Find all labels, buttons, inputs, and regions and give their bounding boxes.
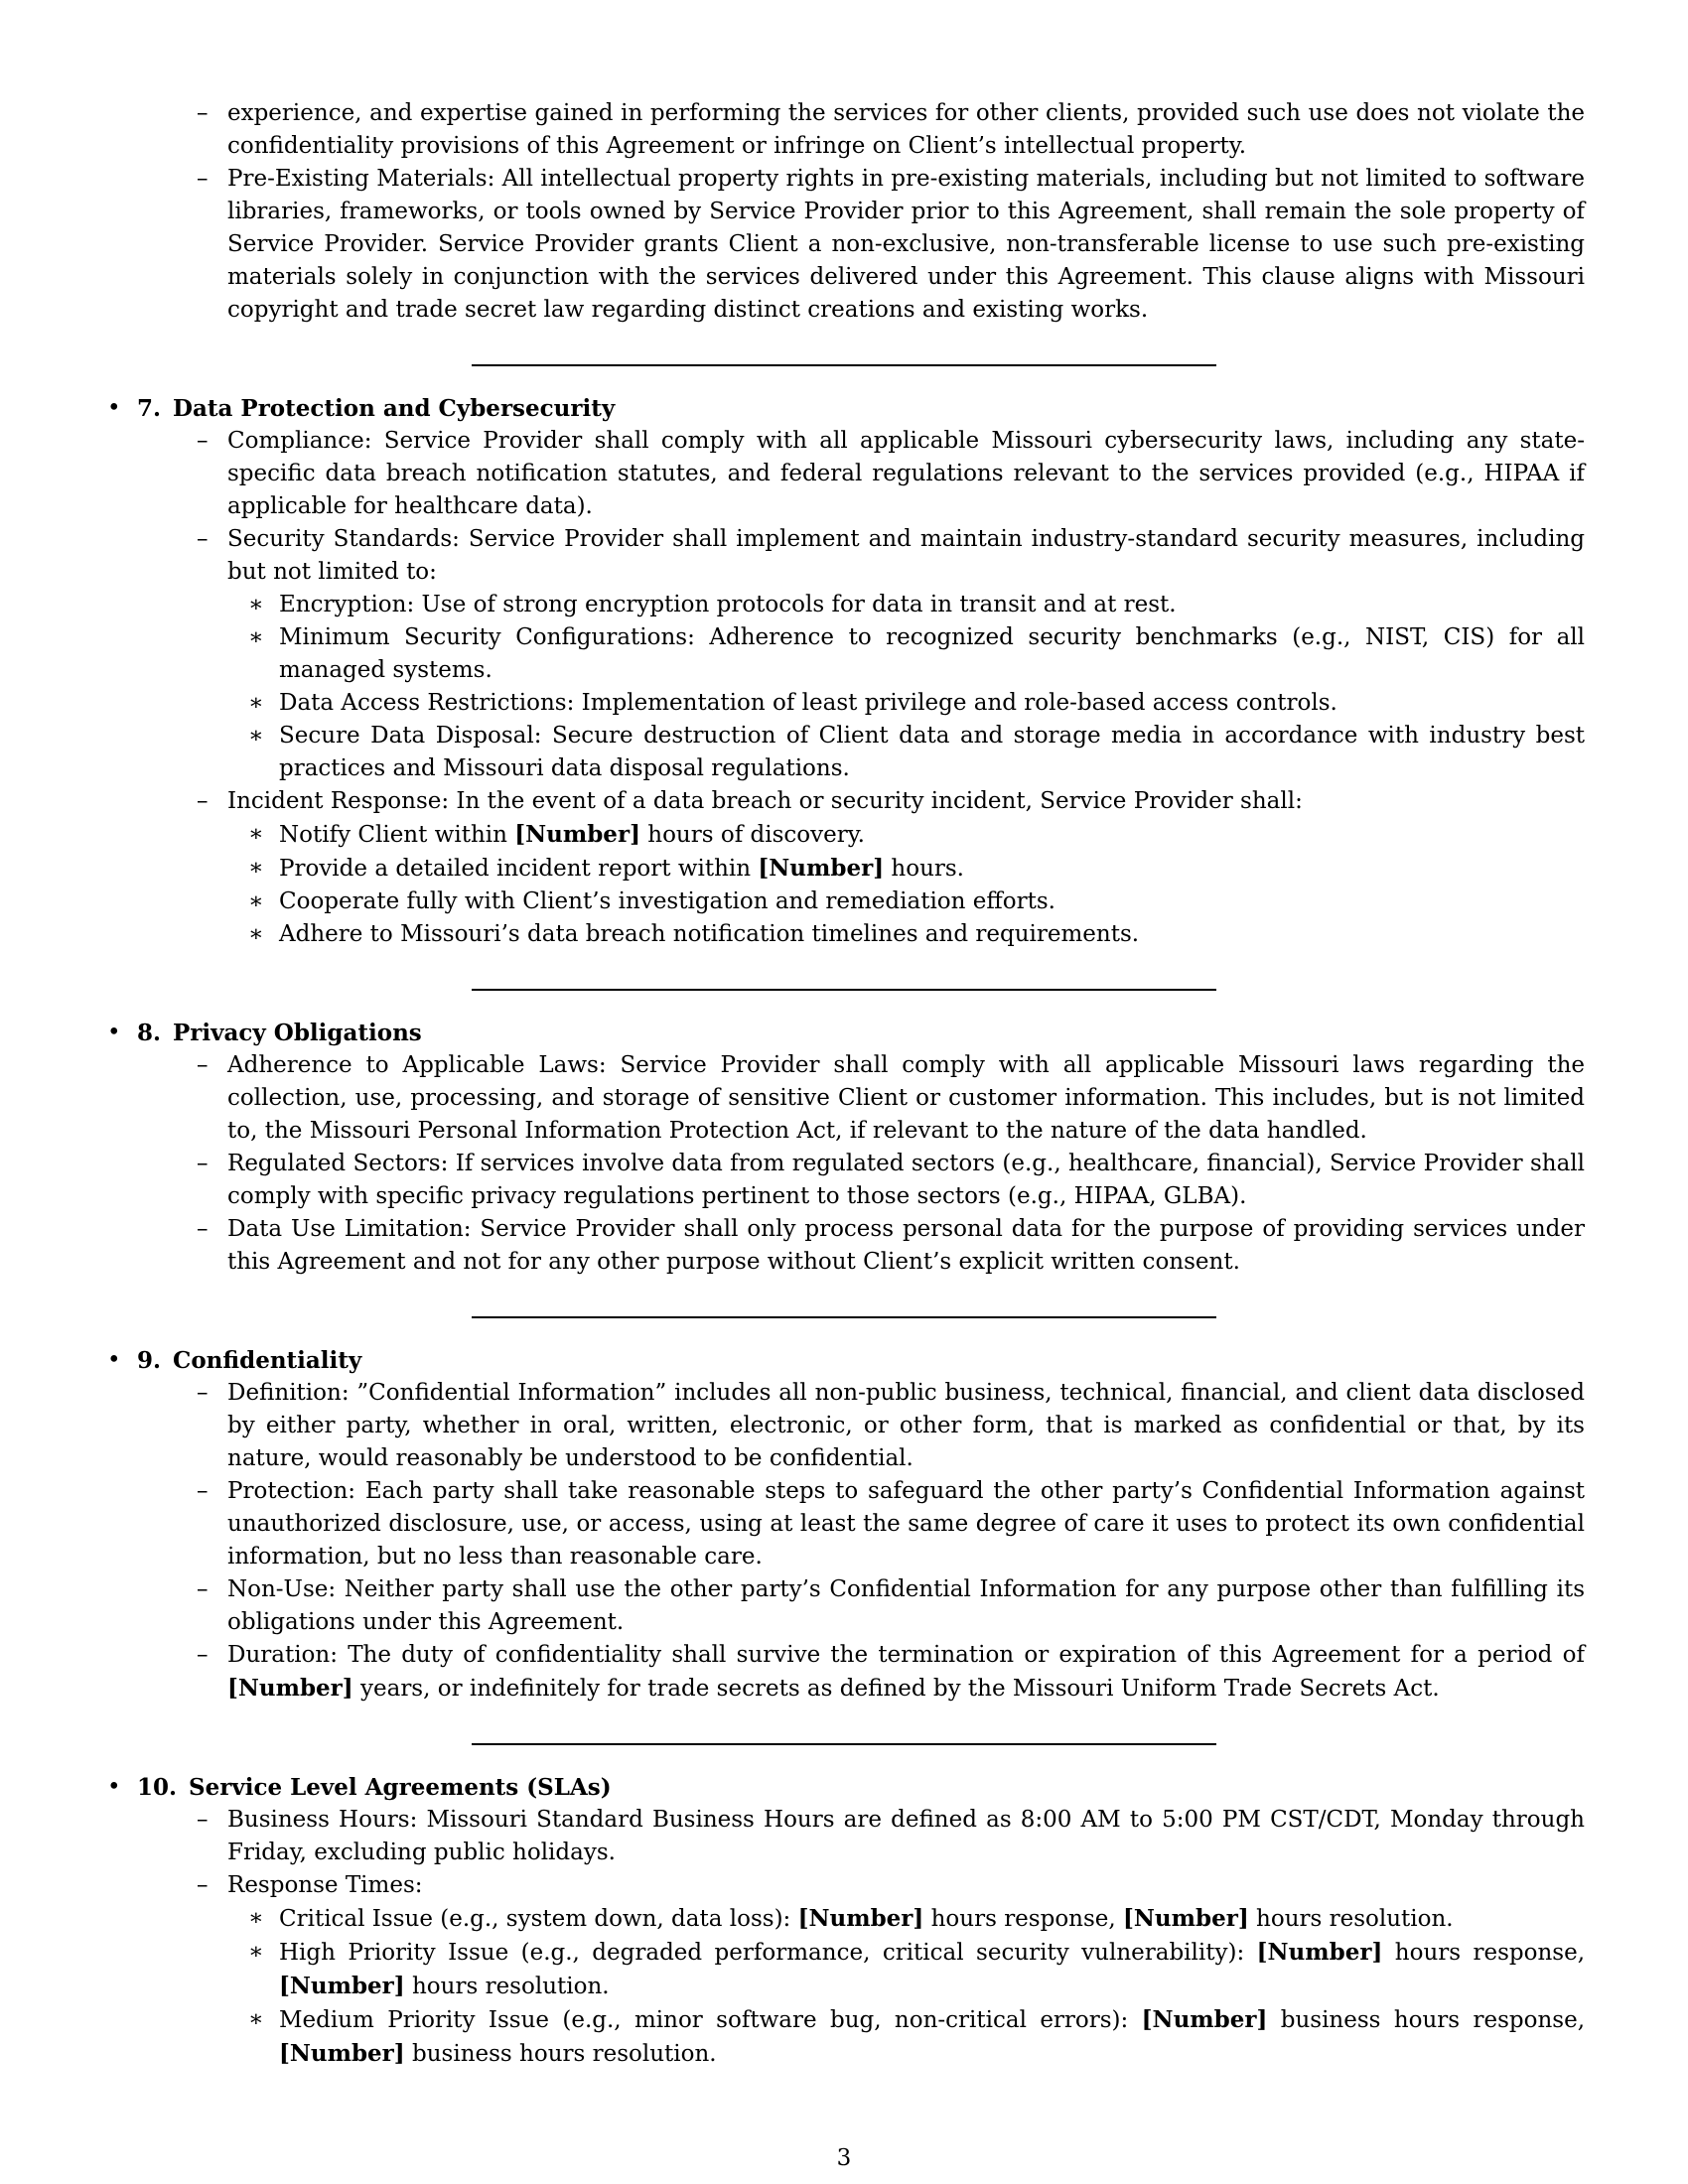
text: Non-Use: Neither party shall use the other party’s Confidential Information for any purpose other than fulfilling its obligations under this Agreement.	[227, 1576, 1585, 1635]
compliance-text: Compliance: Service Provider shall comply with all applicable Missouri cybersecurity laws, including any state-specific data breach notification statutes, and federal regulations relevant to the services provided (e.g., HIPAA if applicable for healthcare data).	[227, 428, 1585, 519]
section-9-heading	[137, 1344, 1585, 1377]
section-9-list	[227, 1377, 1585, 1706]
sublist-item	[279, 886, 1585, 918]
page-content	[137, 99, 1585, 2071]
list-item	[227, 785, 1585, 951]
text: High Priority Issue (e.g., degraded performance, critical security vulnerability):	[279, 1940, 1257, 1966]
section-divider	[472, 989, 1216, 991]
list-item	[227, 1475, 1585, 1573]
page-number: 3	[836, 2145, 852, 2171]
list-item	[227, 425, 1585, 523]
list-item	[227, 1869, 1585, 2071]
text: Adhere to Missouri’s data breach notification timelines and requirements.	[279, 921, 1140, 947]
sublist-item	[279, 720, 1585, 785]
text: Critical Issue (e.g., system down, data loss):	[279, 1906, 798, 1932]
section-8-heading	[137, 1017, 1585, 1049]
text: hours.	[884, 856, 964, 882]
data-access-text: Data Access Restrictions: Implementation of least privilege and role-based access controls.	[279, 690, 1337, 716]
text: Cooperate fully with Client’s investigation and remediation efforts.	[279, 888, 1055, 914]
section-10-heading	[137, 1771, 1585, 1804]
text: Adherence to Applicable Laws: Service Provider shall comply with all applicable Missouri laws regarding the collection, use, processing, and storage of sensitive Client or customer information. This includes, but is not limited to, the Missouri Personal Information Protection Act, if relevant to the nature of the data handled.	[227, 1052, 1585, 1144]
sublist-item	[279, 1902, 1585, 1936]
incident-response-text: Incident Response: In the event of a data breach or security incident, Service Provider shall:	[227, 788, 1303, 814]
placeholder-number: [Number]	[227, 1675, 353, 1702]
section-number: 8.	[137, 1020, 162, 1046]
security-standards-text: Security Standards: Service Provider shall implement and maintain industry-standard security measures, including but not limited to:	[227, 526, 1585, 585]
text: hours resolution.	[1248, 1906, 1454, 1932]
placeholder-number: [Number]	[279, 1973, 405, 1999]
section-divider	[472, 1743, 1216, 1745]
section-title: Confidentiality	[173, 1347, 362, 1374]
text: hours response,	[1382, 1940, 1586, 1966]
placeholder-number: [Number]	[1256, 1939, 1383, 1966]
section-7-list	[227, 425, 1585, 951]
list-item	[227, 1049, 1585, 1148]
text: years, or indefinitely for trade secrets as defined by the Missouri Uniform Trade Secrets Act.	[352, 1676, 1440, 1702]
prelude-list	[227, 97, 1585, 327]
sublist-item	[279, 687, 1585, 720]
text: Regulated Sectors: If services involve data from regulated sectors (e.g., healthcare, financial), Service Provider shall comply with specific privacy regulations pertinent to those sectors (e.g., HIPAA, GLBA).	[227, 1151, 1585, 1209]
text: hours of discovery.	[639, 822, 865, 848]
text: business hours resolution.	[404, 2041, 717, 2067]
list-item	[227, 1148, 1585, 1213]
response-times-sublist	[279, 1902, 1585, 2071]
preexisting-materials-text: Pre-Existing Materials: All intellectual property rights in pre-existing materials, including but not limited to software libraries, frameworks, or tools owned by Service Provider prior to this Agreement, shall remain the sole property of Service Provider. Service Provider grants Client a non-exclusive, non-transferable license to use such pre-existing materials solely in conjunction with the services delivered under this Agreement. This clause aligns with Missouri copyright and trade secret law regarding distinct creations and existing works.	[227, 166, 1585, 323]
text: Response Times:	[227, 1872, 423, 1898]
sublist-item	[279, 818, 1585, 852]
text: Definition: ”Confidential Information” includes all non-public business, technical, financial, and client data disclosed by either party, whether in oral, written, electronic, or other form, that is marked as confidential or that, by its nature, would reasonably be understood to be confidential.	[227, 1380, 1585, 1471]
list-item	[227, 523, 1585, 785]
placeholder-number: [Number]	[1123, 1905, 1249, 1932]
placeholder-number: [Number]	[279, 2040, 405, 2067]
section-divider	[472, 364, 1216, 366]
min-security-config-text: Minimum Security Configurations: Adherence to recognized security benchmarks (e.g., NIST, CIS) for all managed systems.	[279, 624, 1585, 683]
text: Duration: The duty of confidentiality shall survive the termination or expiration of this Agreement for a period of	[227, 1642, 1585, 1668]
text: Medium Priority Issue (e.g., minor software bug, non-critical errors):	[279, 2007, 1142, 2033]
list-item	[227, 1573, 1585, 1639]
sublist-item	[279, 621, 1585, 687]
list-item	[227, 1804, 1585, 1869]
text: hours response,	[923, 1906, 1124, 1932]
section-title: Privacy Obligations	[173, 1020, 422, 1046]
text: Business Hours: Missouri Standard Business Hours are defined as 8:00 AM to 5:00 PM CST/CDT, Monday through Friday, excluding public holidays.	[227, 1807, 1585, 1865]
placeholder-number: [Number]	[797, 1905, 924, 1932]
section-10-list	[227, 1804, 1585, 2071]
list-item-preexisting-materials	[227, 163, 1585, 327]
sublist-item	[279, 2003, 1585, 2071]
section-divider	[472, 1316, 1216, 1318]
text: Notify Client within	[279, 822, 515, 848]
sublist-item	[279, 589, 1585, 621]
section-9	[137, 1344, 1585, 1706]
placeholder-number: [Number]	[758, 855, 885, 882]
sublist-item	[279, 1936, 1585, 2003]
text: Data Use Limitation: Service Provider shall only process personal data for the purpose of providing services under this Agreement and not for any other purpose without Client’s explicit written consent.	[227, 1216, 1585, 1275]
section-8	[137, 1017, 1585, 1279]
sublist-item	[279, 918, 1585, 951]
section-8-list	[227, 1049, 1585, 1279]
list-item	[227, 1639, 1585, 1706]
section-title: Data Protection and Cybersecurity	[173, 395, 616, 422]
text: business hours response,	[1267, 2007, 1586, 2033]
section-10	[137, 1771, 1585, 2071]
sublist-item	[279, 852, 1585, 886]
list-item	[227, 1377, 1585, 1475]
section-7	[137, 392, 1585, 951]
list-item	[227, 1213, 1585, 1279]
data-disposal-text: Secure Data Disposal: Secure destruction of Client data and storage media in accordance with industry best practices and Missouri data disposal regulations.	[279, 723, 1585, 781]
list-item-continued	[227, 97, 1585, 163]
section-number: 9.	[137, 1347, 162, 1374]
security-sublist	[279, 589, 1585, 785]
prelude-continued-text: experience, and expertise gained in performing the services for other clients, provided such use does not violate the confidentiality provisions of this Agreement or infringe on Client’s intellectual property.	[227, 100, 1585, 159]
placeholder-number: [Number]	[1141, 2006, 1268, 2033]
text: hours resolution.	[404, 1974, 610, 1999]
section-7-heading	[137, 392, 1585, 425]
incident-sublist	[279, 818, 1585, 951]
section-number: 7.	[137, 395, 162, 422]
section-title: Service Level Agreements (SLAs)	[189, 1774, 612, 1801]
text: Provide a detailed incident report within	[279, 856, 759, 882]
placeholder-number: [Number]	[514, 821, 640, 848]
encryption-text: Encryption: Use of strong encryption protocols for data in transit and at rest.	[279, 592, 1177, 617]
text: Protection: Each party shall take reasonable steps to safeguard the other party’s Confidential Information against unauthorized disclosure, use, or access, using at least the same degree of care it uses to protect its own confidential information, but no less than reasonable care.	[227, 1478, 1585, 1570]
section-number: 10.	[137, 1774, 178, 1801]
